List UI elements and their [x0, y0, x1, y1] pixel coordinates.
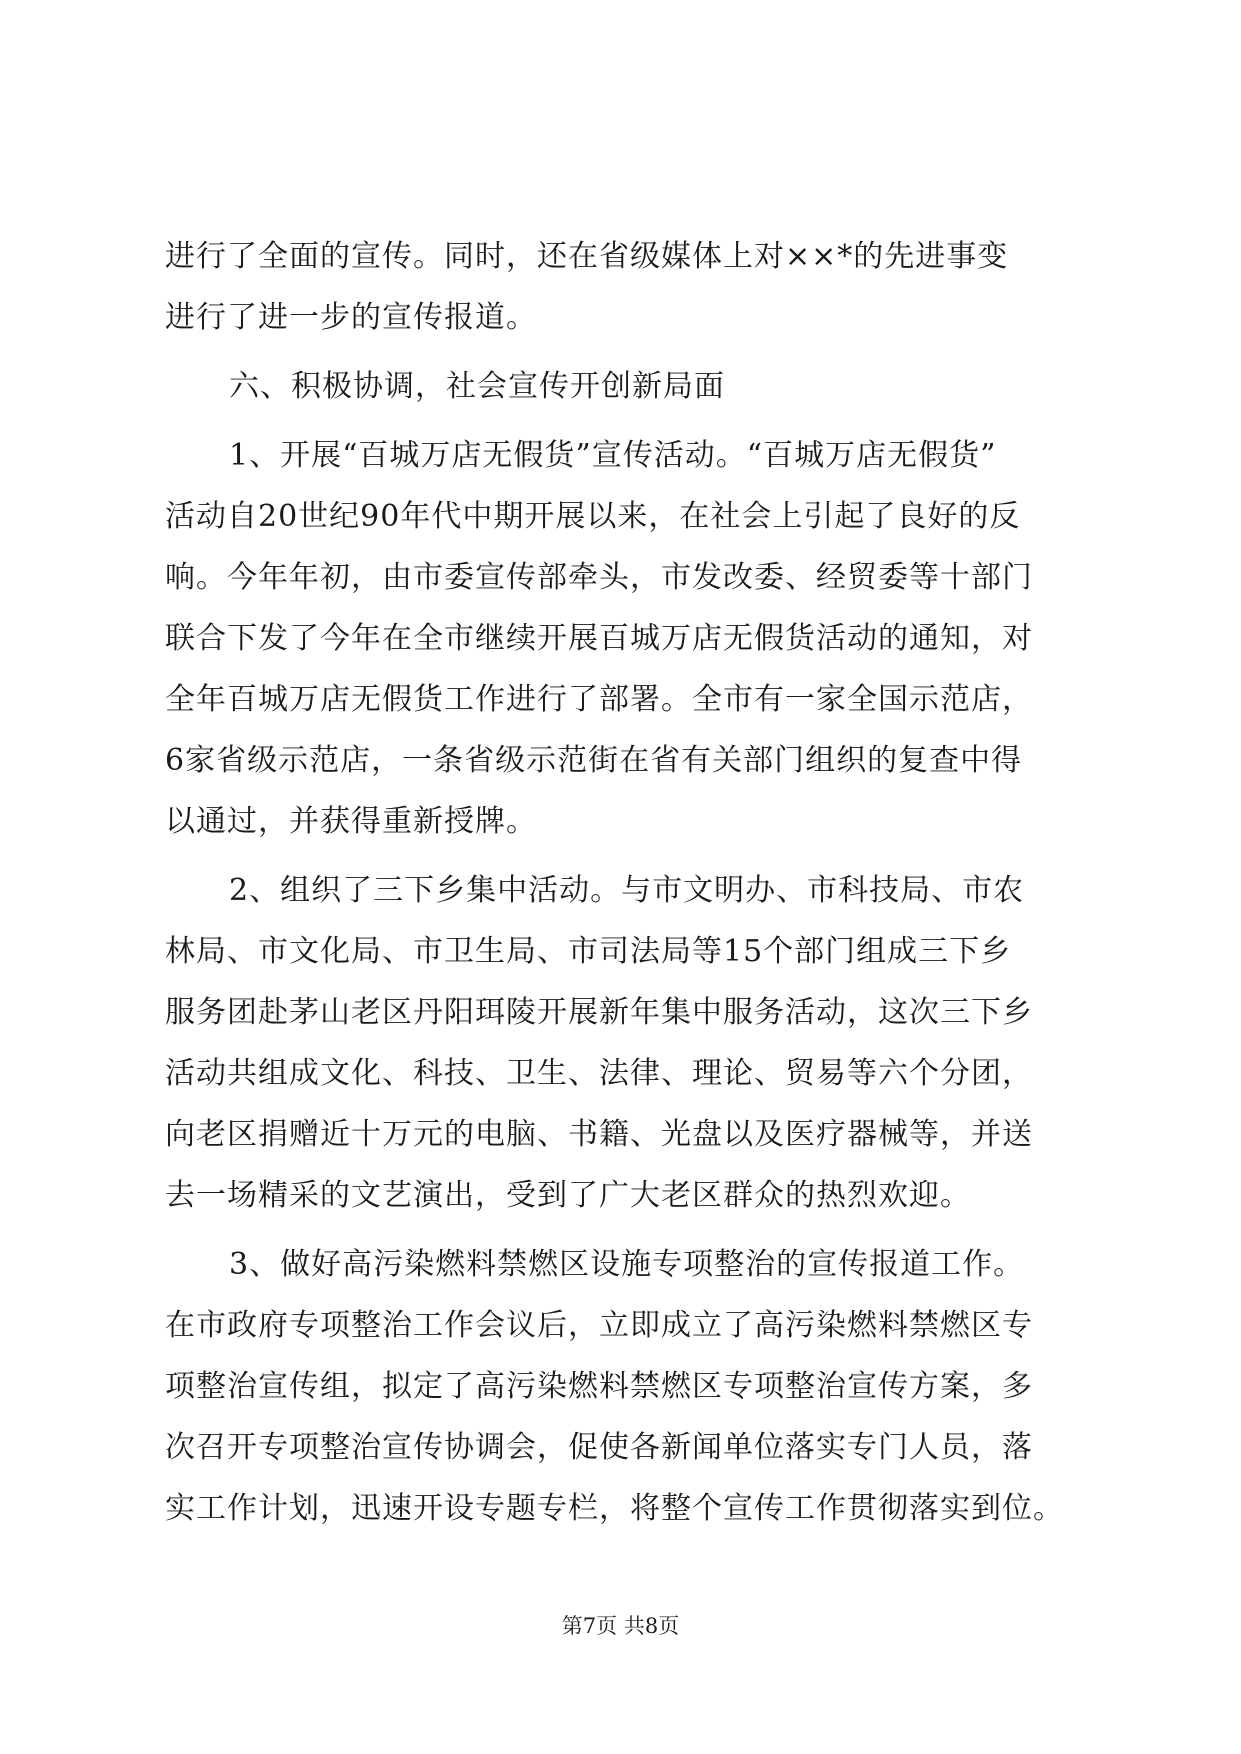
text-line: 实工作计划，迅速开设专题专栏，将整个宣传工作贯彻落实到位。 — [165, 1491, 1064, 1526]
text-line: 全年百城万店无假货工作进行了部署。全市有一家全国示范店， — [165, 682, 1033, 717]
paragraph-continuation — [165, 226, 1077, 348]
text-line: 次召开专项整治宣传协调会，促使各新闻单位落实专门人员，落 — [165, 1430, 1033, 1465]
text-line: 项整治宣传组，拟定了高污染燃料禁燃区专项整治宣传方案，多 — [165, 1369, 1033, 1404]
paragraph-item-3 — [165, 1234, 1077, 1539]
text-line: 去一场精采的文艺演出，受到了广大老区群众的热烈欢迎。 — [165, 1178, 971, 1213]
document-body — [165, 226, 1077, 1539]
text-line: 响。今年年初，由市委宣传部牵头，市发改委、经贸委等十部门 — [165, 560, 1033, 595]
paragraph-item-1 — [165, 425, 1077, 852]
text-line: 服务团赴茅山老区丹阳珥陵开展新年集中服务活动，这次三下乡 — [165, 995, 1033, 1030]
text-line: 以通过，并获得重新授牌。 — [165, 804, 537, 839]
text-line: 2、组织了三下乡集中活动。与市文明办、市科技局、市农 — [229, 873, 1025, 908]
text-line: 向老区捐赠近十万元的电脑、书籍、光盘以及医疗器械等，并送 — [165, 1117, 1033, 1152]
text-line: 活动自20世纪90年代中期开展以来，在社会上引起了良好的反 — [165, 499, 1021, 534]
section-heading — [165, 356, 1077, 417]
section-heading-text: 六、积极协调，社会宣传开创新局面 — [229, 369, 725, 404]
text-line: 进行了全面的宣传。同时，还在省级媒体上对××*的先进事变 — [165, 239, 1009, 274]
text-line: 联合下发了今年在全市继续开展百城万店无假货活动的通知，对 — [165, 621, 1033, 656]
text-line: 活动共组成文化、科技、卫生、法律、理论、贸易等六个分团， — [165, 1056, 1033, 1091]
page-number-footer: 第7页 共8页 — [561, 1614, 680, 1638]
text-line: 进行了进一步的宣传报道。 — [165, 300, 537, 335]
text-line: 在市政府专项整治工作会议后，立即成立了高污染燃料禁燃区专 — [165, 1308, 1033, 1343]
text-line: 林局、市文化局、市卫生局、市司法局等15个部门组成三下乡 — [165, 934, 1012, 969]
paragraph-item-2 — [165, 860, 1077, 1226]
text-line: 3、做好高污染燃料禁燃区设施专项整治的宣传报道工作。 — [229, 1247, 1025, 1282]
text-line: 6家省级示范店，一条省级示范街在省有关部门组织的复查中得 — [165, 743, 1023, 778]
text-line: 1、开展“百城万店无假货”宣传活动。“百城万店无假货” — [229, 438, 997, 473]
